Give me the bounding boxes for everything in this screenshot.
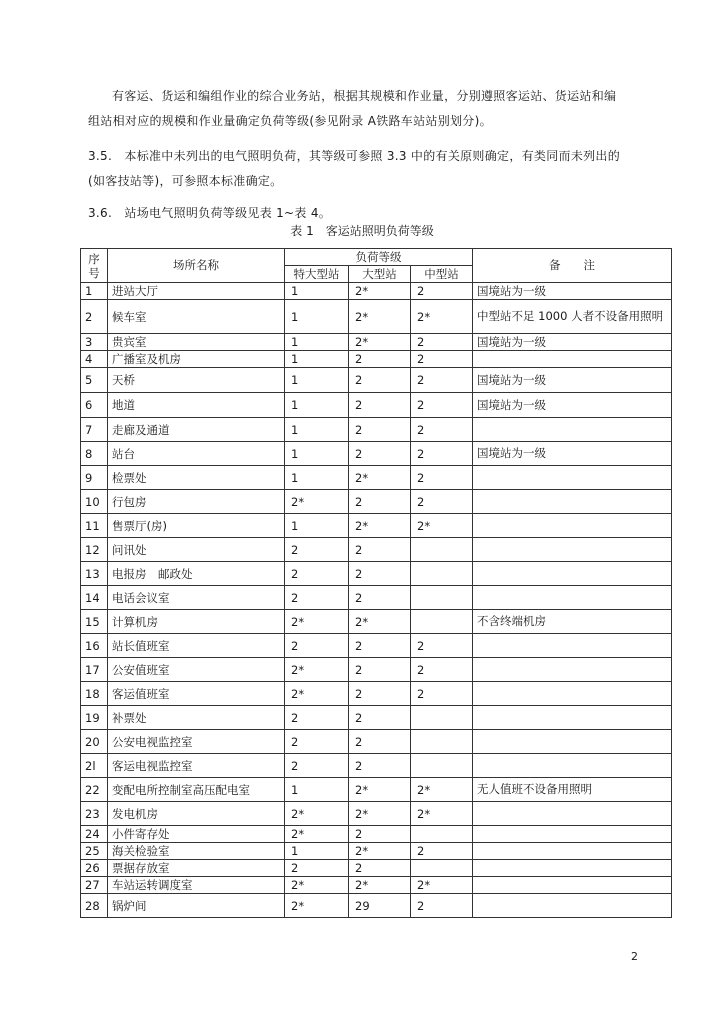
cell-medium [411, 706, 473, 730]
table-row [81, 368, 672, 393]
table-row [81, 778, 672, 802]
cell-note [473, 586, 672, 610]
cell-medium [411, 826, 473, 843]
cell-super-large: 2 [285, 730, 349, 754]
cell-medium: 2 [411, 843, 473, 860]
cell-seq: 13 [81, 562, 108, 586]
cell-medium [411, 610, 473, 634]
cell-note [473, 730, 672, 754]
cell-medium: 2 [411, 634, 473, 658]
paragraph-line: (如客技站等)，可参照本标准确定。 [88, 174, 283, 188]
cell-super-large: 2 [285, 860, 349, 877]
cell-super-large: 2* [285, 877, 349, 894]
cell-medium [411, 538, 473, 562]
cell-medium: 2* [411, 802, 473, 826]
cell-super-large: 1 [285, 843, 349, 860]
cell-medium: 2 [411, 442, 473, 466]
cell-medium: 2 [411, 351, 473, 368]
cell-name: 地道 [108, 393, 285, 418]
cell-medium: 2 [411, 682, 473, 706]
cell-large: 2* [349, 778, 411, 802]
table-row [81, 490, 672, 514]
cell-super-large: 1 [285, 418, 349, 442]
cell-seq: 9 [81, 466, 108, 490]
paragraph-3-5 [88, 144, 648, 194]
cell-medium: 2 [411, 418, 473, 442]
cell-note: 国境站为一级 [473, 442, 672, 466]
cell-note [473, 754, 672, 778]
cell-name: 公安值班室 [108, 658, 285, 682]
cell-name: 海关检验室 [108, 843, 285, 860]
cell-medium: 2 [411, 490, 473, 514]
cell-seq: 5 [81, 368, 108, 393]
table-row [81, 754, 672, 778]
cell-large: 2* [349, 610, 411, 634]
cell-super-large: 2 [285, 706, 349, 730]
cell-large: 2 [349, 442, 411, 466]
cell-super-large: 1 [285, 393, 349, 418]
cell-large: 2 [349, 562, 411, 586]
cell-note [473, 466, 672, 490]
cell-medium: 2 [411, 283, 473, 300]
cell-large: 2 [349, 730, 411, 754]
cell-note [473, 634, 672, 658]
cell-medium: 2* [411, 514, 473, 538]
table-row [81, 562, 672, 586]
cell-note: 国境站为一级 [473, 368, 672, 393]
table-row [81, 351, 672, 368]
cell-large: 2* [349, 802, 411, 826]
cell-large: 2* [349, 514, 411, 538]
cell-super-large: 1 [285, 442, 349, 466]
cell-super-large: 2* [285, 894, 349, 918]
cell-note [473, 706, 672, 730]
cell-medium: 2* [411, 300, 473, 334]
cell-medium [411, 562, 473, 586]
cell-name: 公安电视监控室 [108, 730, 285, 754]
cell-large: 29 [349, 894, 411, 918]
cell-large: 2 [349, 538, 411, 562]
cell-super-large: 2* [285, 826, 349, 843]
cell-seq: 15 [81, 610, 108, 634]
cell-medium: 2 [411, 894, 473, 918]
cell-seq: 23 [81, 802, 108, 826]
table-row [81, 860, 672, 877]
cell-name: 电报房 邮政处 [108, 562, 285, 586]
table-row [81, 843, 672, 860]
cell-name: 天桥 [108, 368, 285, 393]
cell-name: 站台 [108, 442, 285, 466]
paragraph-line: 3.6. 站场电气照明负荷等级见表 1~表 4。 [88, 206, 332, 220]
table-body [81, 283, 672, 918]
cell-medium [411, 586, 473, 610]
cell-super-large: 1 [285, 300, 349, 334]
page-number: 2 [631, 950, 638, 963]
cell-medium: 2 [411, 466, 473, 490]
table-row [81, 610, 672, 634]
cell-name: 锅炉间 [108, 894, 285, 918]
cell-large: 2 [349, 706, 411, 730]
table-row [81, 538, 672, 562]
header-large: 大型站 [349, 266, 411, 283]
cell-seq: 14 [81, 586, 108, 610]
cell-medium [411, 860, 473, 877]
cell-super-large: 1 [285, 351, 349, 368]
cell-name: 客运值班室 [108, 682, 285, 706]
cell-seq: 25 [81, 843, 108, 860]
cell-name: 检票处 [108, 466, 285, 490]
cell-large: 2 [349, 826, 411, 843]
cell-note [473, 877, 672, 894]
cell-super-large: 2* [285, 490, 349, 514]
cell-seq: 19 [81, 706, 108, 730]
cell-note [473, 682, 672, 706]
cell-large: 2 [349, 658, 411, 682]
cell-medium: 2* [411, 778, 473, 802]
table-row [81, 706, 672, 730]
table-row [81, 826, 672, 843]
cell-large: 2* [349, 466, 411, 490]
cell-seq: 12 [81, 538, 108, 562]
cell-seq: 18 [81, 682, 108, 706]
cell-name: 站长值班室 [108, 634, 285, 658]
table-title: 表 1 客运站照明负荷等级 [290, 224, 434, 238]
cell-name: 发电机房 [108, 802, 285, 826]
cell-medium: 2 [411, 658, 473, 682]
cell-super-large: 2 [285, 754, 349, 778]
cell-seq: 6 [81, 393, 108, 418]
cell-large: 2 [349, 418, 411, 442]
cell-seq: 1 [81, 283, 108, 300]
cell-medium: 2 [411, 334, 473, 351]
cell-seq: 16 [81, 634, 108, 658]
paragraph-line: 3.5. 本标准中未列出的电气照明负荷，其等级可参照 3.3 中的有关原则确定，有类同而未列出的 [88, 149, 621, 163]
table-row [81, 802, 672, 826]
header-seq: 序号 [81, 249, 108, 283]
cell-note: 国境站为一级 [473, 283, 672, 300]
table-row [81, 514, 672, 538]
cell-super-large: 2 [285, 562, 349, 586]
cell-large: 2* [349, 283, 411, 300]
cell-name: 补票处 [108, 706, 285, 730]
header-name: 场所名称 [108, 249, 285, 283]
cell-note [473, 843, 672, 860]
cell-name: 售票厅(房) [108, 514, 285, 538]
cell-seq: 7 [81, 418, 108, 442]
cell-medium [411, 754, 473, 778]
cell-large: 2 [349, 351, 411, 368]
cell-large: 2* [349, 300, 411, 334]
cell-large: 2 [349, 754, 411, 778]
cell-super-large: 1 [285, 283, 349, 300]
cell-seq: 8 [81, 442, 108, 466]
cell-name: 行包房 [108, 490, 285, 514]
cell-seq: 24 [81, 826, 108, 843]
cell-note [473, 658, 672, 682]
paragraph-line: 有客运、货运和编组作业的综合业务站，根据其规模和作业量，分别遵照客运站、货运站和编 [112, 89, 617, 103]
cell-note [473, 490, 672, 514]
cell-super-large: 2 [285, 538, 349, 562]
cell-large: 2 [349, 682, 411, 706]
table-row [81, 466, 672, 490]
cell-seq: 11 [81, 514, 108, 538]
cell-note [473, 562, 672, 586]
table-row [81, 283, 672, 300]
cell-large: 2 [349, 860, 411, 877]
table-row [81, 682, 672, 706]
cell-note [473, 894, 672, 918]
cell-medium [411, 730, 473, 754]
table-row [81, 730, 672, 754]
cell-seq: 3 [81, 334, 108, 351]
cell-seq: 2l [81, 754, 108, 778]
cell-name: 小件寄存处 [108, 826, 285, 843]
load-level-table [80, 248, 672, 918]
cell-note [473, 351, 672, 368]
cell-super-large: 1 [285, 514, 349, 538]
cell-note [473, 860, 672, 877]
cell-seq: 27 [81, 877, 108, 894]
cell-note [473, 826, 672, 843]
cell-super-large: 2* [285, 610, 349, 634]
cell-super-large: 2* [285, 802, 349, 826]
cell-name: 贵宾室 [108, 334, 285, 351]
cell-super-large: 2* [285, 682, 349, 706]
header-note: 备 注 [473, 249, 672, 283]
cell-name: 计算机房 [108, 610, 285, 634]
header-load-level: 负荷等级 [285, 249, 473, 266]
cell-name: 走廊及通道 [108, 418, 285, 442]
cell-large: 2* [349, 334, 411, 351]
table-row [81, 634, 672, 658]
cell-super-large: 1 [285, 334, 349, 351]
cell-large: 2* [349, 843, 411, 860]
cell-note [473, 418, 672, 442]
cell-name: 候车室 [108, 300, 285, 334]
cell-note: 中型站不足 1000 人者不设备用照明 [473, 300, 672, 334]
cell-seq: 20 [81, 730, 108, 754]
cell-name: 进站大厅 [108, 283, 285, 300]
cell-name: 车站运转调度室 [108, 877, 285, 894]
cell-large: 2 [349, 634, 411, 658]
cell-seq: 17 [81, 658, 108, 682]
cell-medium: 2* [411, 877, 473, 894]
cell-large: 2 [349, 393, 411, 418]
table-row [81, 418, 672, 442]
cell-name: 票据存放室 [108, 860, 285, 877]
cell-large: 2 [349, 586, 411, 610]
header-super-large: 特大型站 [285, 266, 349, 283]
cell-note [473, 538, 672, 562]
cell-medium: 2 [411, 368, 473, 393]
cell-super-large: 2 [285, 634, 349, 658]
table-row [81, 658, 672, 682]
cell-seq: 22 [81, 778, 108, 802]
cell-super-large: 2 [285, 586, 349, 610]
paragraph-3-4-continuation [88, 84, 648, 134]
table-row [81, 334, 672, 351]
cell-note: 不含终端机房 [473, 610, 672, 634]
cell-large: 2* [349, 877, 411, 894]
cell-name: 变配电所控制室高压配电室 [108, 778, 285, 802]
cell-note: 国境站为一级 [473, 393, 672, 418]
paragraph-line: 组站相对应的规模和作业量确定负荷等级(参见附录 A铁路车站站别划分)。 [88, 114, 492, 128]
table-row [81, 442, 672, 466]
cell-name: 广播室及机房 [108, 351, 285, 368]
cell-name: 客运电视监控室 [108, 754, 285, 778]
cell-super-large: 2* [285, 658, 349, 682]
cell-note: 国境站为一级 [473, 334, 672, 351]
cell-note: 无人值班不设备用照明 [473, 778, 672, 802]
cell-seq: 4 [81, 351, 108, 368]
cell-large: 2 [349, 490, 411, 514]
cell-super-large: 1 [285, 466, 349, 490]
cell-large: 2 [349, 368, 411, 393]
header-medium: 中型站 [411, 266, 473, 283]
cell-seq: 10 [81, 490, 108, 514]
cell-medium: 2 [411, 393, 473, 418]
cell-name: 问讯处 [108, 538, 285, 562]
cell-name: 电话会议室 [108, 586, 285, 610]
table-row [81, 586, 672, 610]
cell-note [473, 514, 672, 538]
cell-seq: 26 [81, 860, 108, 877]
cell-super-large: 1 [285, 778, 349, 802]
table-row [81, 877, 672, 894]
cell-seq: 28 [81, 894, 108, 918]
cell-note [473, 802, 672, 826]
table-row [81, 894, 672, 918]
cell-seq: 2 [81, 300, 108, 334]
cell-super-large: 1 [285, 368, 349, 393]
table-row [81, 393, 672, 418]
table-row [81, 300, 672, 334]
